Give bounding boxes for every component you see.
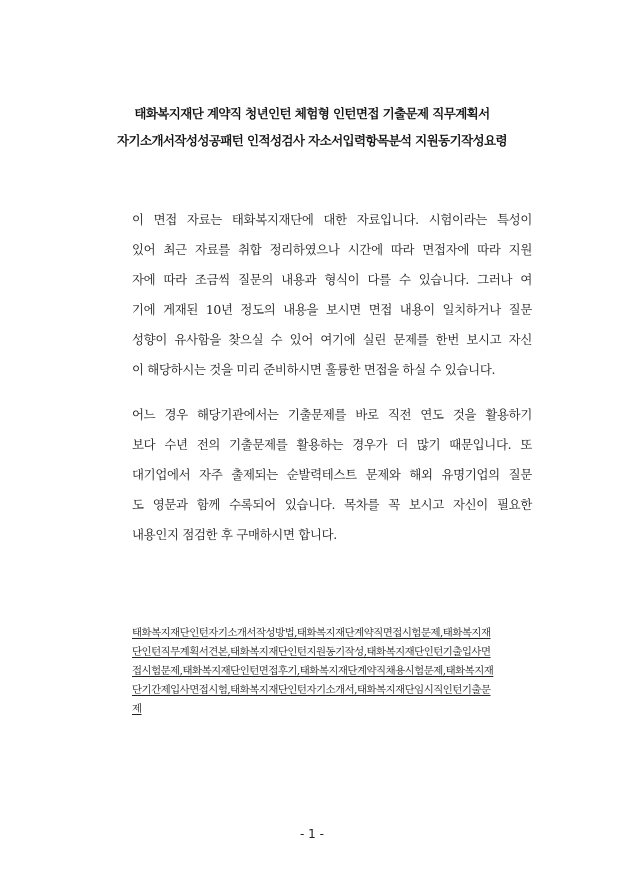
paragraph-line: 대기업에서 자주 출제되는 순발력테스트 문제와 해외 유명기업의 질문 xyxy=(132,467,532,482)
page-number: - 1 - xyxy=(300,827,324,841)
paragraph-line: 이 해당하시는 것을 미리 준비하시면 훌륭한 면접을 하실 수 있습니다. xyxy=(132,362,496,377)
keyword-link-line[interactable]: 단인턴직무계획서견본,태화복지재단인턴지원동기작성,태화복지재단인턴기출입사면 xyxy=(132,646,491,658)
paragraph-line: 있어 최근 자료를 취합 정리하였으나 시간에 따라 면접자에 따라 지원 xyxy=(132,242,532,257)
paragraph-line: 내용인지 점검한 후 구매하시면 합니다. xyxy=(132,527,337,542)
keyword-link-line[interactable]: 접시험문제,태화복지재단인턴면접후기,태화복지재단계약직채용시험문제,태화복지재 xyxy=(132,665,494,677)
paragraph-line: 보다 수년 전의 기출문제를 활용하는 경우가 더 많기 때문입니다. 또 xyxy=(132,437,532,452)
keyword-link-line[interactable]: 태화복지재단인턴자기소개서작성방법,태화복지재단계약직면접시험문제,태화복지재 xyxy=(132,627,491,639)
paragraph-line: 자에 따라 조금씩 질문의 내용과 형식이 다를 수 있습니다. 그러나 여 xyxy=(132,272,532,287)
paragraph-line: 이 면접 자료는 태화복지재단에 대한 자료입니다. 시험이라는 특성이 xyxy=(132,212,532,227)
paragraph-line: 도 영문과 함께 수록되어 있습니다. 목차를 꼭 보시고 자신이 필요한 xyxy=(132,497,532,512)
paragraph-line: 어느 경우 해당기관에서는 기출문제를 바로 직전 연도 것을 활용하기 xyxy=(132,407,532,422)
paragraph-line: 성향이 유사함을 찾으실 수 있어 여기에 실린 문제를 한번 보시고 자신 xyxy=(132,332,532,347)
document-title-line-1: 태화복지재단 계약직 청년인턴 체험형 인턴면접 기출문제 직무계획서 xyxy=(134,106,490,121)
keyword-link-line[interactable]: 단기간제입사면접시험,태화복지재단인턴자기소개서,태화복지재단임시직인턴기출문 xyxy=(132,684,491,696)
keyword-link-line[interactable]: 제 xyxy=(132,703,142,715)
document-title-line-2: 자기소개서작성성공패턴 인적성검사 자소서입력항목분석 지원동기작성요령 xyxy=(117,133,507,148)
paragraph-line: 기에 게재된 10년 정도의 내용을 보시면 면접 내용이 일치하거나 질문 xyxy=(132,302,532,317)
